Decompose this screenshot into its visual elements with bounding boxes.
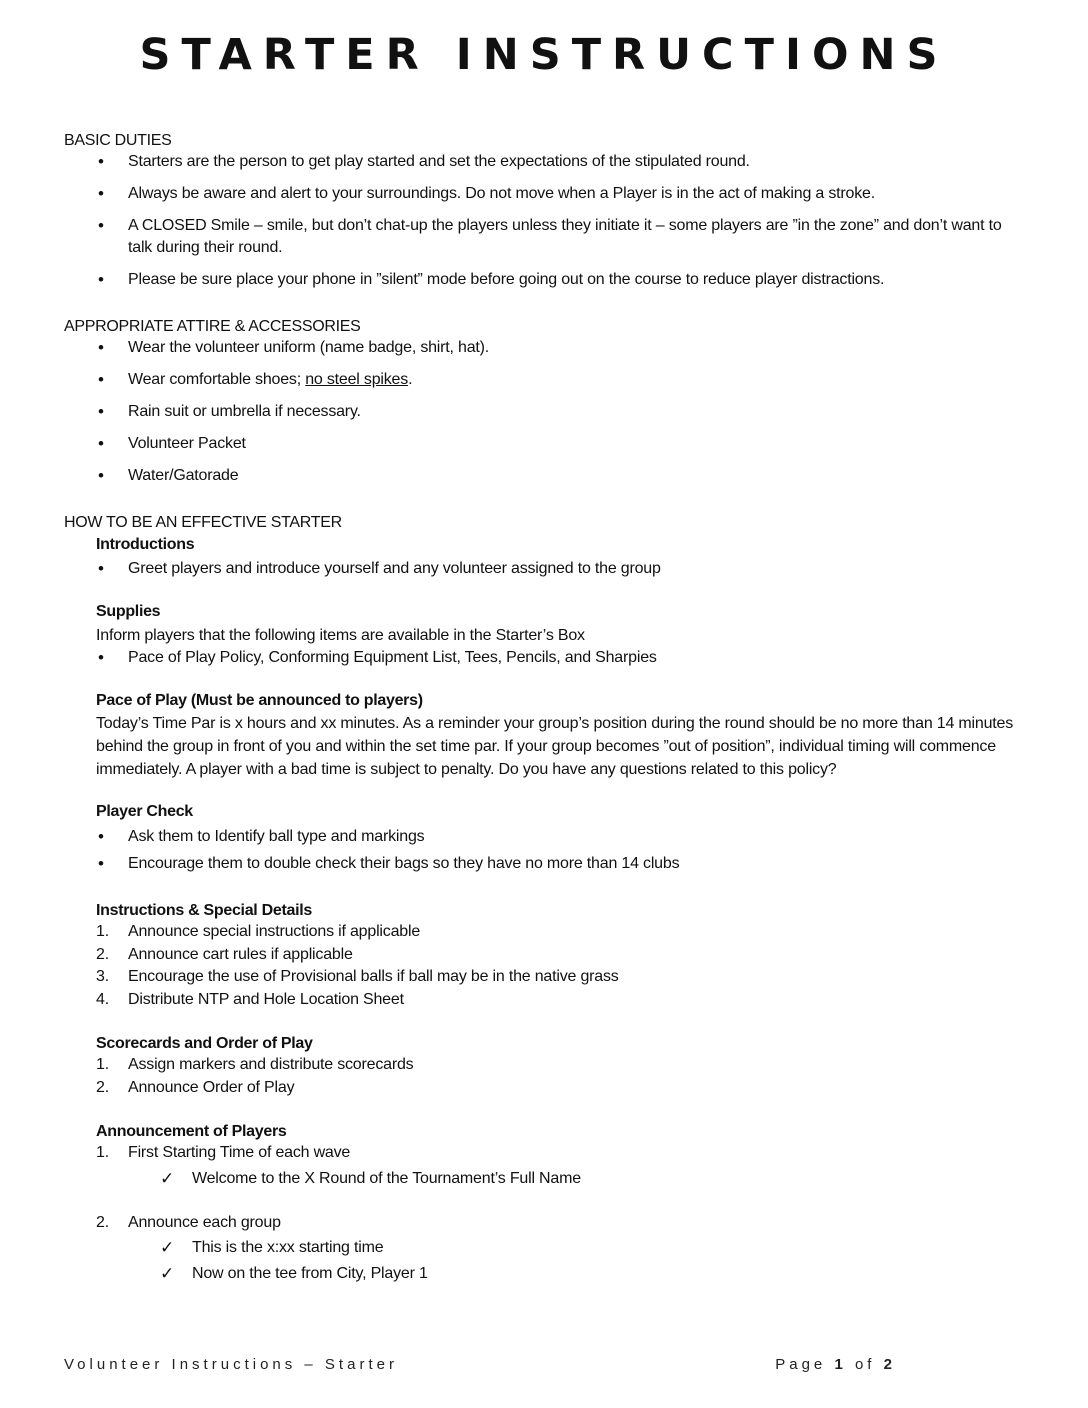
- list-item: • Ask them to Identify ball type and markings: [64, 826, 1024, 848]
- item-text: Announce special instructions if applicable: [128, 923, 421, 940]
- announcement-checks-1: [64, 1167, 1024, 1191]
- item-text: Assign markers and distribute scorecards: [128, 1056, 414, 1073]
- list-item: • Encourage them to double check their bags so they have no more than 14 clubs: [64, 853, 1024, 875]
- footer-title: Volunteer Instructions – Starter: [64, 1356, 398, 1373]
- player-check-section: [96, 802, 1024, 822]
- current-page: 1: [834, 1356, 847, 1373]
- announcement-section: [96, 1122, 1024, 1142]
- item-text: Distribute NTP and Hole Location Sheet: [128, 990, 404, 1008]
- item-number: 2.: [96, 1078, 109, 1096]
- check-icon: ✓: [160, 1264, 175, 1283]
- item-text: First Starting Time of each wave: [128, 1144, 351, 1161]
- instructions-section: [96, 901, 1024, 921]
- attire-list: [64, 337, 1024, 487]
- introductions-section: [96, 535, 1024, 555]
- of-word: of: [854, 1356, 876, 1373]
- scorecards-list: [64, 1054, 1024, 1099]
- item-number: 2.: [96, 1213, 109, 1231]
- basic-duties-list: [64, 151, 1024, 291]
- item-text: Announce each group: [128, 1213, 281, 1231]
- list-item: [64, 1054, 1024, 1077]
- list-item: • Rain suit or umbrella if necessary.: [64, 401, 1024, 423]
- supplies-heading: Supplies: [96, 603, 161, 620]
- check-item: [64, 1167, 1024, 1191]
- shoes-underlined-text: no steel spikes: [305, 371, 409, 388]
- list-item: [64, 1212, 1024, 1235]
- list-item: • Always be aware and alert to your surroundings. Do not move when a Player is in the act of making a stroke.: [64, 183, 1024, 205]
- instructions-list: [64, 921, 1024, 1011]
- page-word: Page: [775, 1356, 827, 1373]
- pace-heading: Pace of Play (Must be announced to players): [96, 692, 423, 709]
- player-check-list: [64, 826, 1024, 875]
- check-item: [64, 1262, 1024, 1286]
- document-body: [64, 131, 1024, 1286]
- item-text: Announce cart rules if applicable: [128, 945, 353, 963]
- item-text: Encourage the use of Provisional balls if ball may be in the native grass: [128, 968, 619, 985]
- list-item: • Pace of Play Policy, Conforming Equipment List, Tees, Pencils, and Sharpies: [64, 647, 1024, 669]
- attire-heading: APPROPRIATE ATTIRE & ACCESSORIES: [64, 318, 361, 335]
- check-text: Now on the tee from City, Player 1: [192, 1265, 428, 1282]
- list-item: • Wear the volunteer uniform (name badge, shirt, hat).: [64, 337, 1024, 359]
- supplies-list: [64, 647, 1024, 669]
- item-number: 1.: [96, 923, 109, 940]
- announcement-list-1: [64, 1142, 1024, 1165]
- check-text: This is the x:xx starting time: [192, 1239, 384, 1256]
- supplies-section: [96, 602, 1024, 647]
- list-item: • Volunteer Packet: [64, 433, 1024, 455]
- list-item: [64, 989, 1024, 1012]
- check-item: [64, 1236, 1024, 1260]
- list-item: [64, 921, 1024, 944]
- effective-heading: HOW TO BE AN EFFECTIVE STARTER: [64, 514, 342, 531]
- list-item: [64, 369, 1024, 391]
- introductions-list: [64, 558, 1024, 580]
- check-icon: ✓: [160, 1238, 175, 1257]
- introductions-heading: Introductions: [96, 536, 195, 553]
- check-text: Welcome to the X Round of the Tournament’s Full Name: [192, 1169, 581, 1187]
- item-number: 2.: [96, 945, 109, 963]
- announcement-heading: Announcement of Players: [96, 1123, 287, 1140]
- list-item: • Please be sure place your phone in ”silent” mode before going out on the course to reduce player distractions.: [64, 269, 1024, 291]
- scorecards-heading: Scorecards and Order of Play: [96, 1035, 313, 1052]
- shoes-suffix: .: [408, 371, 413, 388]
- list-item: • Water/Gatorade: [64, 465, 1024, 487]
- scorecards-section: [96, 1034, 1024, 1054]
- shoes-text: Wear comfortable shoes;: [128, 371, 306, 388]
- item-text: Announce Order of Play: [128, 1078, 295, 1096]
- check-icon: ✓: [160, 1168, 175, 1188]
- supplies-text: Inform players that the following items are available in the Starter’s Box: [96, 627, 585, 644]
- instructions-heading: Instructions & Special Details: [96, 902, 312, 919]
- basic-duties-heading: BASIC DUTIES: [64, 132, 172, 149]
- list-item: • A CLOSED Smile – smile, but don’t chat-up the players unless they initiate it – some players are ”in the zone” and don’t want to talk during their round.: [64, 215, 1024, 259]
- item-number: 1.: [96, 1144, 109, 1161]
- page-title: STARTER INSTRUCTIONS: [139, 30, 949, 80]
- list-item: [64, 944, 1024, 967]
- list-item: • Greet players and introduce yourself and any volunteer assigned to the group: [64, 558, 1024, 580]
- total-pages: 2: [883, 1356, 896, 1373]
- item-number: 4.: [96, 990, 109, 1008]
- list-item: • Starters are the person to get play started and set the expectations of the stipulated round.: [64, 151, 1024, 173]
- pace-text: Today’s Time Par is x hours and xx minutes. As a reminder your group’s position during the round should be no more than 14 minutes behind the group in front of you and within the set time par. If your group becomes ”out of position”, individual timing will commence immediately. A player with a bad time is subject to penalty. Do you have any questions related to this policy?: [96, 715, 1014, 778]
- list-item: [64, 1077, 1024, 1100]
- list-item: [64, 966, 1024, 989]
- item-number: 3.: [96, 968, 109, 985]
- page-number: [775, 1356, 896, 1373]
- announcement-checks-2: [64, 1236, 1024, 1286]
- announcement-list-2: [64, 1212, 1024, 1235]
- player-check-heading: Player Check: [96, 803, 193, 820]
- list-item: [64, 1142, 1024, 1165]
- pace-section: [96, 691, 1024, 781]
- item-number: 1.: [96, 1056, 109, 1073]
